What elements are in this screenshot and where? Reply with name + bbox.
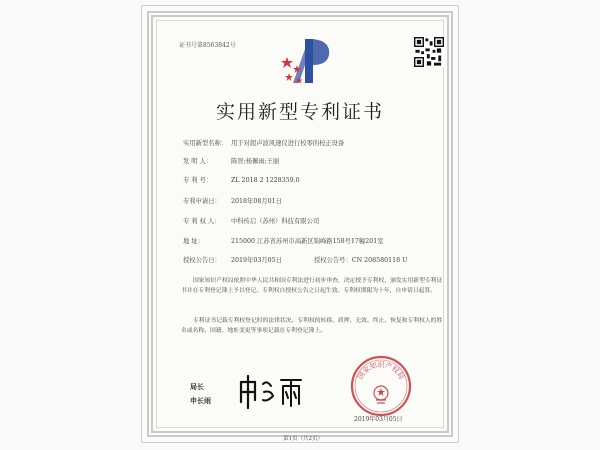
certificate-title: 实用新型专利证书 [215,101,384,123]
seal-date: 2019年03月05日 [354,416,403,423]
field-patent-number [183,175,300,184]
director-name-label: 申长雨 [190,397,211,405]
field-label: 专利申请日： [183,198,221,205]
field-address [183,236,384,245]
field-value: 2019年03月05日 [231,257,282,264]
field-label: 地 址： [183,238,204,245]
field-value: 用于对超声波风速仪进行校零的校正设备 [231,140,345,147]
field-label: 专 利 号： [183,177,213,184]
qr-code [414,37,444,67]
official-seal [350,355,412,417]
field-value: CN 208580118 U [351,257,408,264]
field-inventors [183,156,279,165]
field-patentee [183,216,319,225]
field-grant-date [183,255,407,264]
patent-office-logo [279,35,339,87]
page-footer: 第1页（共2页） [283,436,323,442]
field-label: 发 明 人： [183,158,213,165]
field-value: ZL 2018 2 1228359.0 [231,177,300,184]
field-value: 中科传启（苏州）科技有限公司 [231,218,320,225]
field-utility-model-name [183,138,344,147]
seal-text: 国家知识产权局 [356,361,406,381]
field-value: 陈智;杨佩雨;王丽 [231,158,280,165]
certificate-number: 证书号第8563842号 [179,42,236,49]
field-label: 专 利 权 人： [183,218,221,225]
handwritten-signature [237,372,307,412]
field-label: 授权公告日： [183,257,221,264]
field-label: 实用新型名称： [183,140,228,147]
field-value: 2018年08月01日 [231,198,282,205]
director-title-label: 局长 [190,383,204,391]
field-application-date [183,196,282,205]
certificate-paragraph-1: 国家知识产权局依照中华人民共和国专利法进行初步审查，决定授予专利权，颁发实用新型专利证书并在专利登记簿上予以登记。专利权自授权公告之日起生效。专利权期限为十年，自申请日起算。 [181,278,443,294]
certificate-paragraph-2: 专利证书记载专利权登记时的法律状况。专利权的转移、质押、无效、终止、恢复和专利权人的姓名或名称、国籍、地址变更等事项记载在专利登记簿上。 [181,318,443,334]
field-value: 215000 江苏省苏州市高新区锦峰路158号17幢201室 [231,238,384,245]
field-label: 授权公告号： [313,257,352,264]
